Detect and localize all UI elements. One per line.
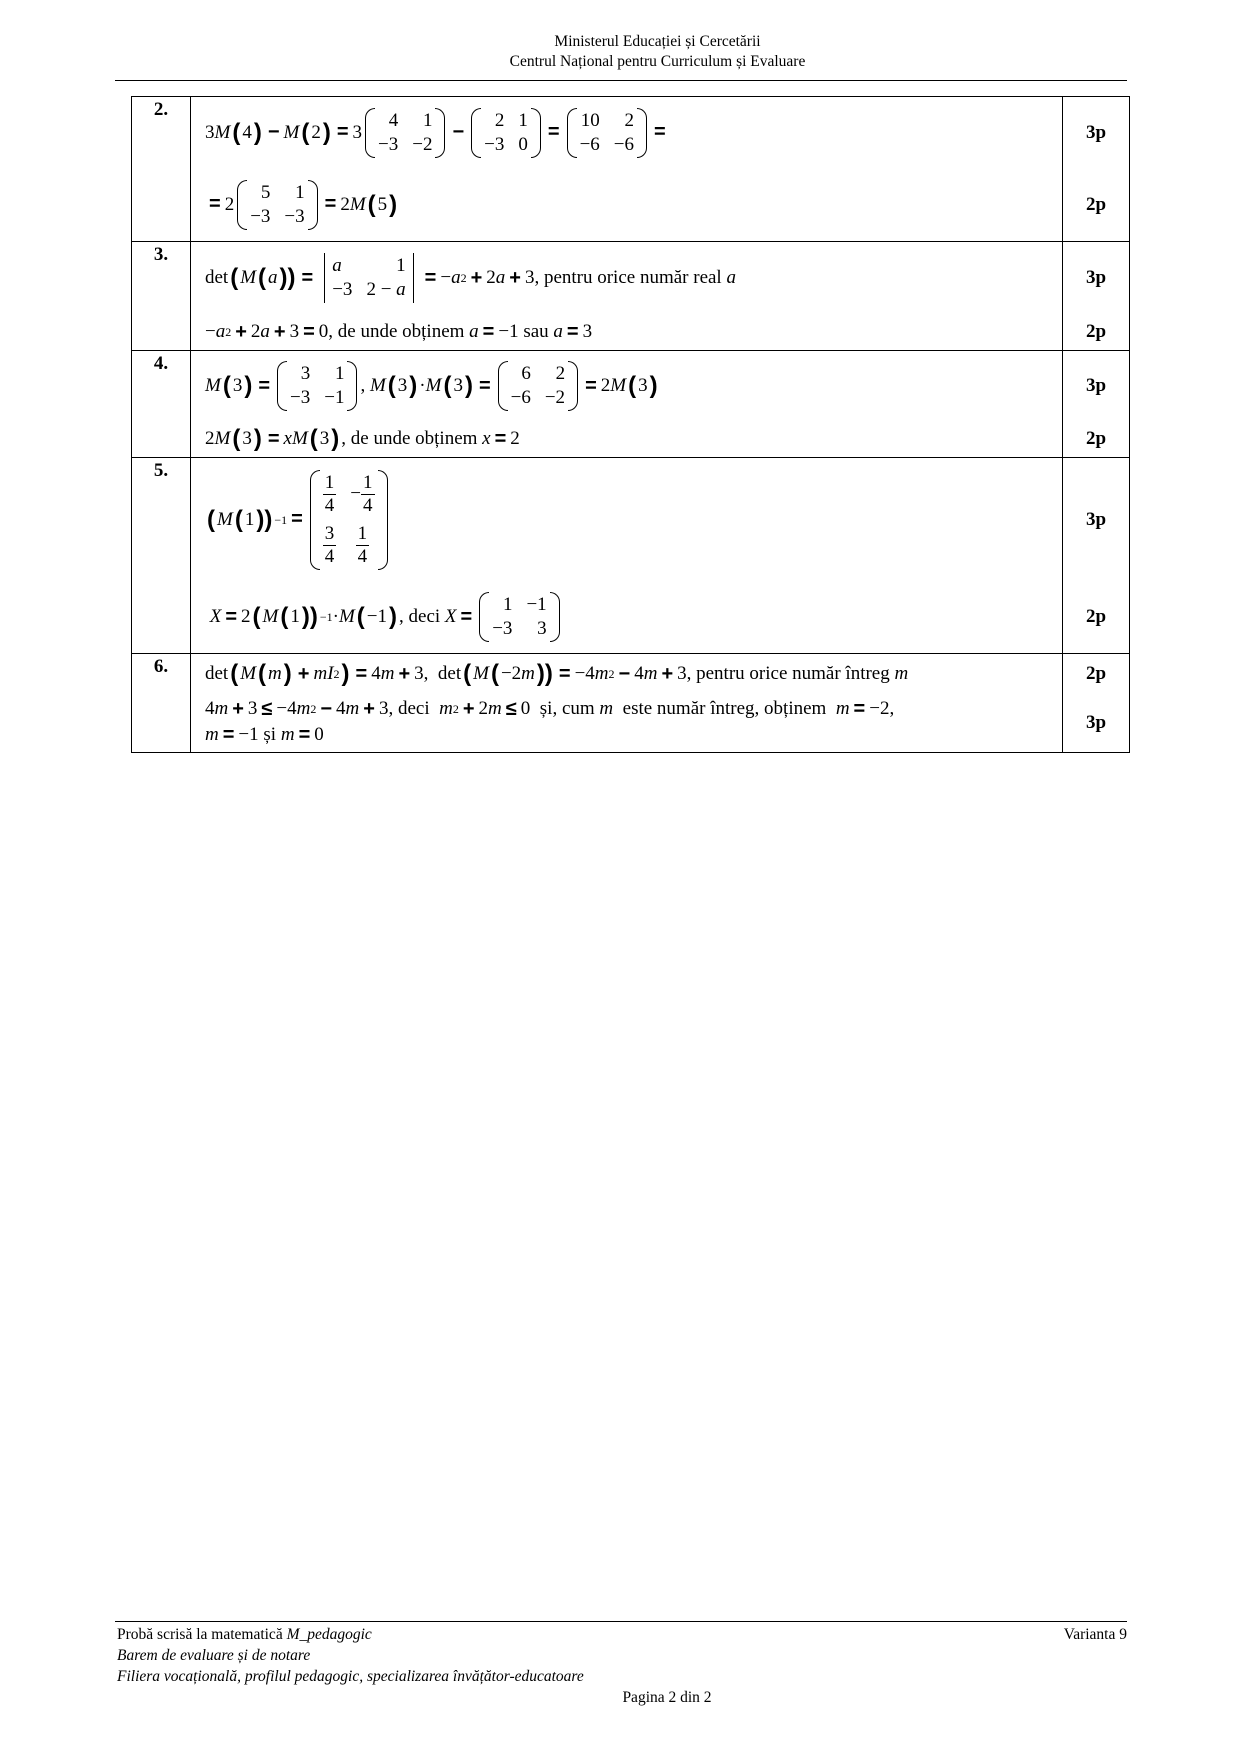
points-value: 2p: [1085, 193, 1107, 215]
item-row-2: [132, 97, 1130, 242]
points-value: 3p: [1085, 267, 1107, 288]
item-content: [191, 351, 1063, 458]
text-segment: sau: [523, 321, 549, 342]
header-ministry: Ministerul Educației și Cercetării: [554, 33, 761, 50]
formula-line: 2 M ( 3 ) = xM ( 3 ) , de unde obținem x = 2: [205, 425, 520, 452]
matrix: 6 2 −6 −2: [498, 361, 578, 411]
item-points: [1063, 242, 1130, 351]
text-segment: , deci: [399, 606, 441, 627]
item-number: 4.: [132, 351, 191, 458]
footer-exam: Probă scrisă la matematică: [117, 1626, 287, 1643]
grading-table: [131, 96, 1130, 753]
item-points: [1063, 97, 1130, 242]
footer-variant: Varianta 9: [1063, 1626, 1127, 1643]
formula-line: 3 M ( 4 ) − M ( 2 ) = 3 4 1 −3 −2 − 2 1 −3 0 = 10 2 −6 −6 =: [205, 97, 1062, 168]
item-row-4: [132, 351, 1130, 458]
text-segment: , pentru orice număr întreg: [686, 663, 890, 684]
item-points: [1063, 351, 1130, 458]
page-header: [0, 32, 1240, 72]
item-number: 2.: [132, 97, 191, 242]
formula-line: − a 2 + 2 a + 3 = 0 , de unde obținem a = −1 sau a = 3: [205, 320, 593, 343]
formula-paragraph: 4 m + 3 ≤ −4 m 2 − 4 m + 3, deci m 2 + 2 m ≤ 0 și, cum m este număr întreg, obținem m = −2, m = −1 și m = 0: [205, 698, 895, 746]
item-points: [1063, 654, 1130, 753]
determinant: a 1 −3 2 − a: [320, 253, 417, 303]
points-value: 2p: [1085, 606, 1107, 627]
text-segment: , deci: [388, 698, 430, 719]
points-value: 3p: [1085, 121, 1107, 143]
points-value: 2p: [1085, 428, 1107, 449]
item-row-3: [132, 242, 1130, 351]
formula-line: X = 2 ( M ( 1 )) −1 · M ( −1 ) , deci X = 1 −1 −3 3: [205, 581, 1062, 653]
footer-divider: [115, 1621, 1127, 1622]
footer-specialization: Filiera vocațională, profilul pedagogic, specializarea învățător-educatoare: [117, 1668, 584, 1685]
text-segment: este număr întreg, obținem: [622, 698, 827, 719]
matrix: $\frac{1}{4}$ − $\frac{1}{4}$ $\frac{3}{4}$ $\frac{1}{4}$: [310, 470, 388, 570]
item-content: [191, 97, 1063, 242]
matrix: 3 1 −3 −1: [277, 361, 357, 411]
item-number: 5.: [132, 458, 191, 654]
item-content: [191, 458, 1063, 654]
points-value: 3p: [1085, 712, 1107, 733]
matrix: 4 1 −3 −2: [365, 108, 445, 158]
item-number: 6.: [132, 654, 191, 753]
points-value: 2p: [1085, 321, 1107, 342]
item-content: [191, 242, 1063, 351]
matrix: 1 −1 −3 3: [479, 592, 559, 642]
page-footer: [117, 1624, 1127, 1708]
formula-line: det ( M ( m ) + mI 2 ) = 4 m + 3, det ( M ( −2 m )) = −4 m 2 − 4 m + 3 , pentru orice număr întreg m: [205, 660, 909, 687]
item-content: [191, 654, 1063, 753]
header-center: Centrul Național pentru Curriculum și Evaluare: [509, 53, 806, 70]
item-number: 3.: [132, 242, 191, 351]
points-value: 3p: [1085, 375, 1107, 396]
header-divider: [115, 80, 1127, 81]
text-segment: și: [263, 724, 277, 745]
matrix: 10 2 −6 −6: [567, 108, 647, 158]
footer-barem: Barem de evaluare și de notare: [117, 1647, 311, 1664]
text-segment: , de unde obținem: [341, 428, 478, 449]
points-value: 3p: [1085, 508, 1107, 530]
formula-line: M ( 3 ) = 3 1 −3 −1 , M ( 3 ) · M ( 3 ) = 6 2 −6 −2 = 2 M ( 3 ): [205, 351, 1062, 421]
points-value: 2p: [1085, 663, 1107, 684]
formula-line: det ( M ( a )) = a 1 −3 2 − a = − a 2 + 2 a + 3 , pentru orice număr real a: [205, 242, 1062, 314]
item-row-6: [132, 654, 1130, 753]
item-points: [1063, 458, 1130, 654]
formula-line: = 2 5 1 −3 −3 = 2 M ( 5 ): [205, 168, 1062, 241]
item-row-5: [132, 458, 1130, 654]
formula-line: ( M ( 1 )) −1 = $\frac{1}{4}$ − $\frac{1}{4}$ $\frac{3}{4}$ $\frac{1}{4}$: [205, 458, 1062, 581]
matrix: 5 1 −3 −3: [237, 180, 317, 230]
text-segment: , pentru orice număr real: [534, 267, 722, 288]
text-segment: , de unde obținem: [328, 321, 465, 342]
page-number: Pagina 2 din 2: [622, 1689, 712, 1706]
footer-subject: M_pedagogic: [286, 1626, 372, 1643]
text-segment: și, cum: [539, 698, 595, 719]
matrix: 2 1 −3 0: [471, 108, 541, 158]
